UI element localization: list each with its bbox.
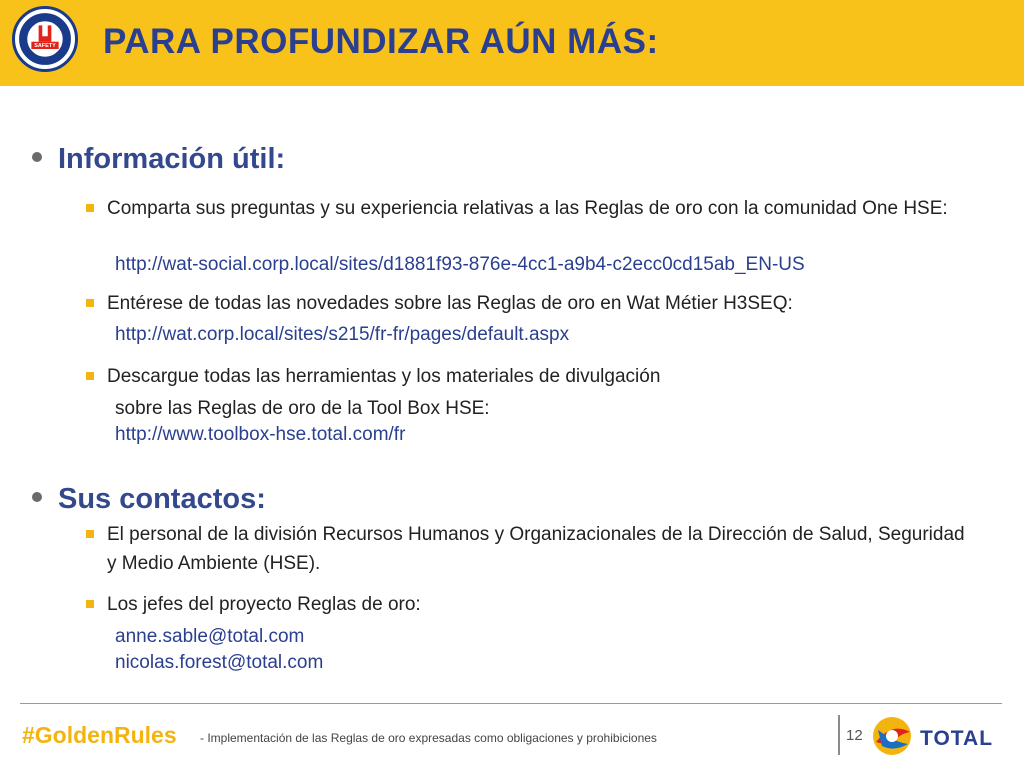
email-link-anne[interactable]: anne.sable@total.com	[115, 626, 305, 647]
square-bullet-icon	[86, 600, 94, 608]
list-item-text: Descargue todas las herramientas y los materiales de divulgación	[107, 366, 661, 387]
list-item-text: El personal de la división Recursos Humanos y Organizacionales de la Dirección de Salud, Seguridad y Medio Ambiente (HSE).	[107, 524, 965, 574]
wat-metier-link[interactable]: http://wat.corp.local/sites/s215/fr-fr/pages/default.aspx	[115, 324, 570, 345]
list-item-text: Los jefes del proyecto Reglas de oro:	[107, 594, 421, 615]
section-bullet-icon	[32, 492, 42, 502]
list-item	[86, 362, 966, 391]
email-link-nicolas[interactable]: nicolas.forest@total.com	[115, 652, 324, 673]
header-bar	[0, 0, 1024, 86]
footer-hashtag: #GoldenRules	[22, 722, 177, 748]
page-number: 12	[846, 727, 863, 744]
safety-logo-icon	[12, 6, 78, 72]
list-item	[86, 289, 966, 318]
footer-text: - Implementación de las Reglas de oro expresadas como obligaciones y prohibiciones	[200, 731, 657, 745]
list-item-text: Comparta sus preguntas y su experiencia relativas a las Reglas de oro con la comunidad One HSE:	[107, 198, 948, 219]
toolbox-link[interactable]: http://www.toolbox-hse.total.com/fr	[115, 424, 406, 445]
logo-safety-text: SAFETY	[34, 43, 56, 50]
total-brand-name: TOTAL	[920, 727, 994, 750]
section-heading-contacts	[32, 482, 266, 516]
square-bullet-icon	[86, 372, 94, 380]
total-logo-icon	[868, 712, 916, 760]
list-item-subtext: sobre las Reglas de oro de la Tool Box HSE:	[115, 398, 490, 419]
list-item	[86, 520, 966, 578]
section-bullet-icon	[32, 152, 42, 162]
one-hse-link[interactable]: http://wat-social.corp.local/sites/d1881f93-876e-4cc1-a9b4-c2ecc0cd15ab_EN-US	[115, 254, 805, 275]
footer-separator	[838, 715, 840, 755]
section-heading-info	[32, 142, 285, 176]
section-heading-text: Sus contactos:	[58, 483, 266, 515]
list-item	[86, 194, 966, 223]
list-item	[86, 590, 966, 619]
square-bullet-icon	[86, 204, 94, 212]
square-bullet-icon	[86, 299, 94, 307]
footer-divider	[20, 703, 1002, 704]
square-bullet-icon	[86, 530, 94, 538]
page-title: PARA PROFUNDIZAR AÚN MÁS:	[103, 22, 659, 61]
list-item-text: Entérese de todas las novedades sobre las Reglas de oro en Wat Métier H3SEQ:	[107, 293, 793, 314]
section-heading-text: Información útil:	[58, 143, 286, 175]
